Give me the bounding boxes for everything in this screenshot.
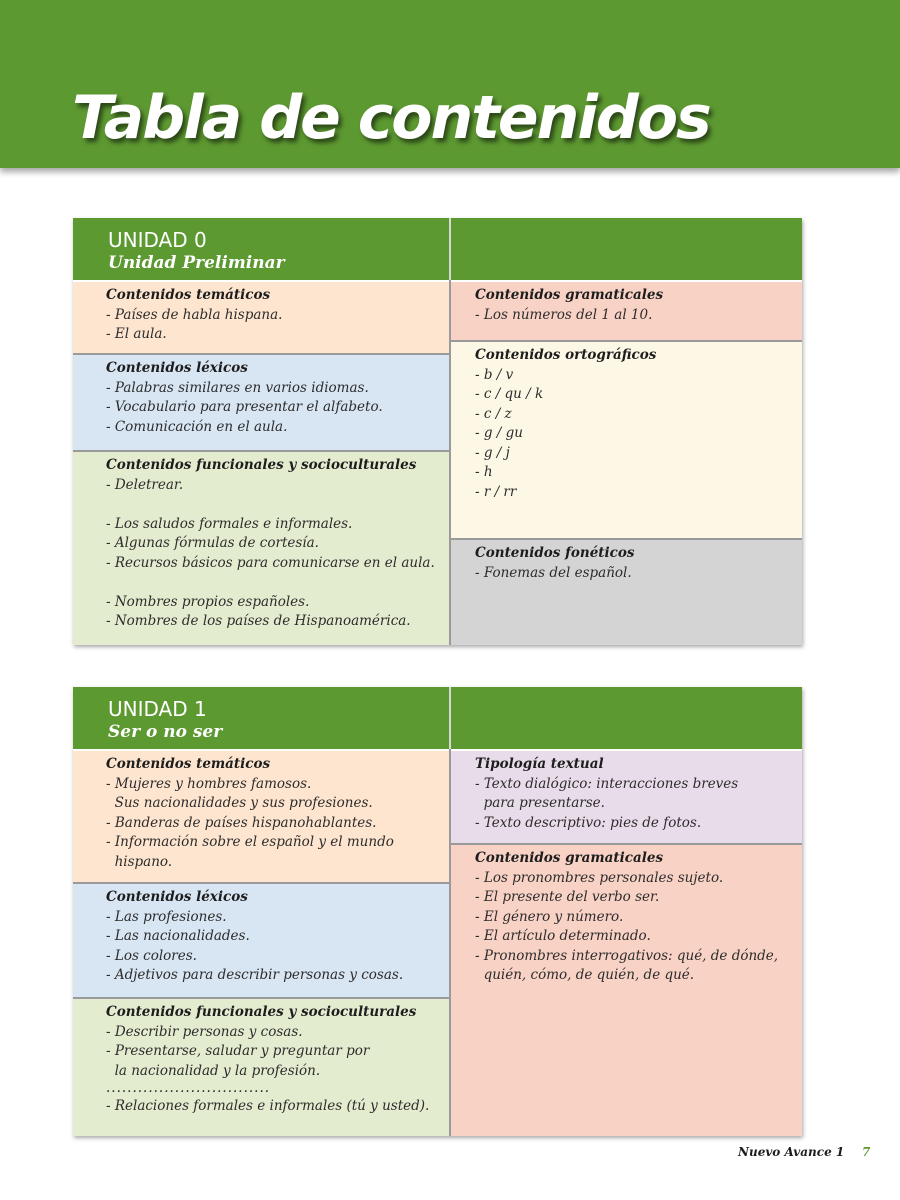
list-item: - g / gu bbox=[475, 425, 523, 441]
section-contenidos-tematicos bbox=[73, 282, 449, 355]
unit-name: Ser o no ser bbox=[108, 722, 223, 742]
list-item: - Los colores. bbox=[106, 947, 197, 964]
section-title: Contenidos funcionales y socioculturales bbox=[106, 1004, 417, 1020]
section-contenidos-gramaticales bbox=[451, 282, 802, 342]
list-item: - Presentarse, saludar y preguntar por bbox=[106, 1043, 370, 1059]
list-item: - Adjetivos para describir personas y cosas. bbox=[106, 967, 404, 983]
section-contenidos-lexicos bbox=[73, 884, 449, 999]
list-item: - Nombres propios españoles. bbox=[106, 593, 310, 610]
section-list bbox=[106, 476, 441, 632]
unit-name: Unidad Preliminar bbox=[108, 253, 285, 273]
section-title: Tipología textual bbox=[475, 756, 604, 772]
list-item: para presentarse. bbox=[475, 795, 605, 811]
list-spacer bbox=[106, 495, 441, 515]
list-item: hispano. bbox=[106, 853, 173, 870]
list-item: - Relaciones formales e informales (tú y usted). bbox=[106, 1098, 430, 1114]
list-item: - Banderas de países hispanohablantes. bbox=[106, 814, 377, 831]
section-contenidos-funcionales bbox=[73, 999, 449, 1136]
section-list bbox=[106, 379, 441, 438]
section-list bbox=[106, 306, 441, 345]
list-item: - Países de habla hispana. bbox=[106, 306, 283, 323]
section-list bbox=[475, 564, 794, 584]
list-item: - Describir personas y cosas. bbox=[106, 1023, 303, 1040]
section-title: Contenidos ortográficos bbox=[475, 347, 657, 363]
list-item: - Fonemas del español. bbox=[475, 564, 632, 581]
section-title: Contenidos fonéticos bbox=[475, 545, 635, 561]
list-item: - b / v bbox=[475, 366, 514, 383]
header-divider bbox=[449, 218, 451, 280]
list-item: - Nombres de los países de Hispanoamérica. bbox=[106, 613, 411, 629]
list-spacer bbox=[106, 573, 441, 593]
unit-1-table bbox=[73, 687, 802, 1136]
list-item: - Las profesiones. bbox=[106, 908, 227, 925]
section-title: Contenidos temáticos bbox=[106, 287, 271, 303]
section-title: Contenidos funcionales y socioculturales bbox=[106, 457, 417, 473]
section-list bbox=[106, 1023, 441, 1117]
section-contenidos-funcionales bbox=[73, 452, 449, 645]
list-item: - g / j bbox=[475, 444, 510, 461]
list-item: - Los pronombres personales sujeto. bbox=[475, 869, 724, 886]
unit-header bbox=[73, 687, 802, 749]
section-contenidos-foneticos bbox=[451, 540, 802, 645]
section-contenidos-lexicos bbox=[73, 355, 449, 452]
list-item: la nacionalidad y la profesión. bbox=[106, 1062, 321, 1079]
section-title: Contenidos temáticos bbox=[106, 756, 271, 772]
list-item: - h bbox=[475, 464, 493, 480]
list-item: - r / rr bbox=[475, 483, 517, 500]
section-list bbox=[475, 869, 794, 986]
footer-book-title: Nuevo Avance 1 bbox=[738, 1145, 845, 1159]
page-title: Tabla de contenidos bbox=[72, 83, 710, 153]
list-item: - Comunicación en el aula. bbox=[106, 418, 288, 435]
list-item: - Vocabulario para presentar el alfabeto. bbox=[106, 399, 383, 415]
section-list bbox=[106, 908, 441, 986]
list-item: - El artículo determinado. bbox=[475, 928, 651, 944]
section-list bbox=[475, 366, 794, 503]
list-item: - Información sobre el español y el mundo bbox=[106, 834, 394, 850]
list-item: - Palabras similares en varios idiomas. bbox=[106, 379, 369, 396]
section-list bbox=[475, 775, 794, 834]
list-item: quién, cómo, de quién, de qué. bbox=[475, 967, 695, 983]
list-item: - Los saludos formales e informales. bbox=[106, 515, 353, 532]
list-item: - Deletrear. bbox=[106, 476, 184, 493]
section-title: Contenidos léxicos bbox=[106, 360, 248, 376]
list-item: - c / qu / k bbox=[475, 386, 544, 402]
list-item: - El presente del verbo ser. bbox=[475, 889, 660, 905]
list-item: - El género y número. bbox=[475, 908, 624, 925]
section-title: Contenidos gramaticales bbox=[475, 287, 664, 303]
section-contenidos-tematicos bbox=[73, 751, 449, 884]
list-item: - Recursos básicos para comunicarse en el aula. bbox=[106, 554, 435, 571]
list-item: - Algunas fórmulas de cortesía. bbox=[106, 535, 319, 551]
list-item: - Texto dialógico: interacciones breves bbox=[475, 775, 739, 792]
section-contenidos-ortograficos bbox=[451, 342, 802, 540]
list-item: - Texto descriptivo: pies de fotos. bbox=[475, 814, 702, 831]
header-divider bbox=[449, 687, 451, 749]
section-list bbox=[475, 306, 794, 326]
list-item: - c / z bbox=[475, 405, 512, 422]
unit-header bbox=[73, 218, 802, 280]
unit-0-table bbox=[73, 218, 802, 645]
section-list bbox=[106, 775, 441, 873]
unit-number: UNIDAD 0 bbox=[108, 228, 207, 252]
section-contenidos-gramaticales bbox=[451, 845, 802, 1136]
title-banner bbox=[0, 0, 900, 168]
section-title: Contenidos léxicos bbox=[106, 889, 248, 905]
list-item: Sus nacionalidades y sus profesiones. bbox=[106, 795, 373, 811]
section-tipologia-textual bbox=[451, 751, 802, 845]
dotted-separator: ............................... bbox=[106, 1080, 271, 1096]
list-item: - Mujeres y hombres famosos. bbox=[106, 775, 312, 792]
unit-number: UNIDAD 1 bbox=[108, 697, 207, 721]
page-number: 7 bbox=[862, 1145, 871, 1159]
list-item: - Los números del 1 al 10. bbox=[475, 306, 653, 323]
list-item: - Las nacionalidades. bbox=[106, 928, 250, 944]
section-title: Contenidos gramaticales bbox=[475, 850, 664, 866]
list-item: - Pronombres interrogativos: qué, de dónde, bbox=[475, 947, 779, 964]
list-item: - El aula. bbox=[106, 326, 167, 342]
